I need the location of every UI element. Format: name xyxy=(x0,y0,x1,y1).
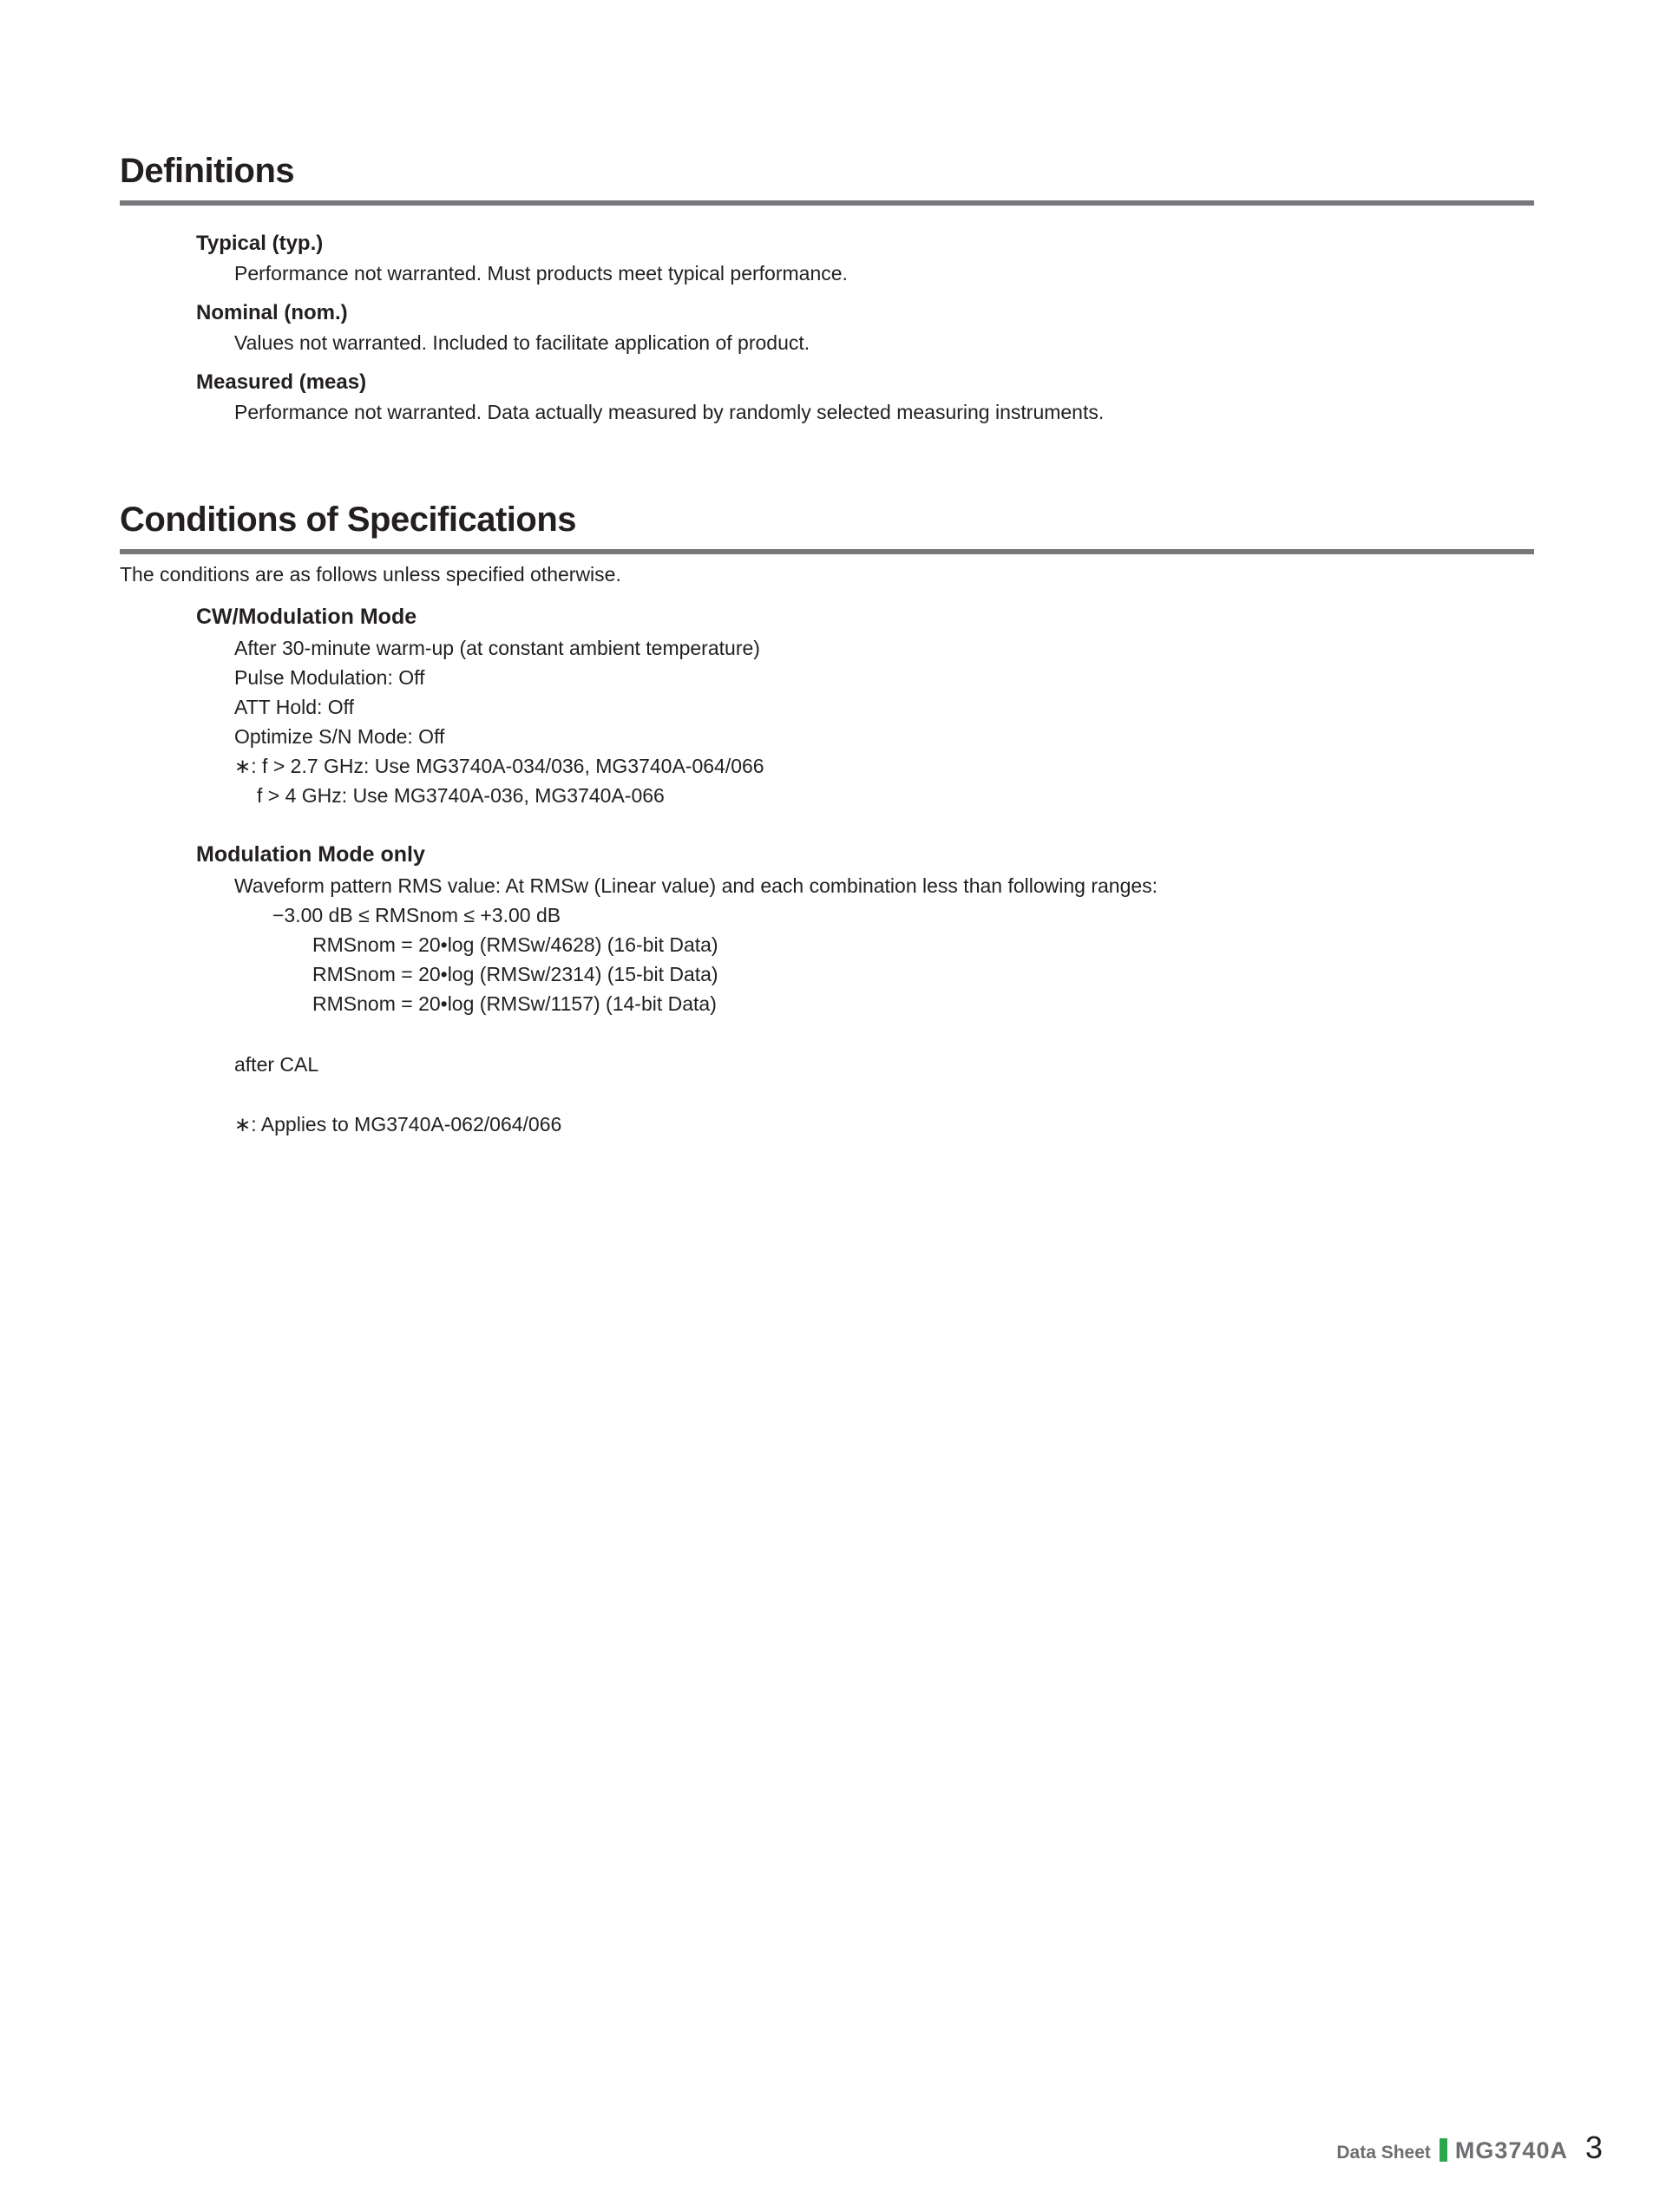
definitions-section xyxy=(120,153,1534,424)
conditions-title-rule xyxy=(120,549,1534,554)
after-cal-note: after CAL xyxy=(234,1053,319,1076)
cw-line-warmup: After 30-minute warm-up (at constant ambient temperature) xyxy=(234,637,760,659)
modulation-only-intro: Waveform pattern RMS value: At RMSw (Linear value) and each combination less than following ranges: xyxy=(234,874,1158,897)
definition-term-typical: Typical (typ.) xyxy=(196,232,324,255)
definition-text-typical: Performance not warranted. Must products meet typical performance. xyxy=(234,262,848,285)
conditions-title: Conditions of Specifications xyxy=(120,501,577,539)
asterisk-footnote: ∗: Applies to MG3740A-062/064/066 xyxy=(234,1113,562,1135)
footer-datasheet-label: Data Sheet xyxy=(1336,2143,1431,2163)
cw-line-optimize-sn: Optimize S/N Mode: Off xyxy=(234,725,445,748)
definition-term-measured: Measured (meas) xyxy=(196,370,367,394)
definitions-title-rule xyxy=(120,200,1534,206)
footer-accent-bar xyxy=(1440,2138,1447,2162)
cw-line-freq-4ghz: f > 4 GHz: Use MG3740A-036, MG3740A-066 xyxy=(257,784,665,807)
conditions-section xyxy=(120,501,1534,1139)
page-footer xyxy=(1336,2130,1603,2166)
rms-formula-14bit: RMSnom = 20•log (RMSw/1157) (14-bit Data) xyxy=(312,992,717,1015)
conditions-intro: The conditions are as follows unless specified otherwise. xyxy=(120,563,621,586)
cw-line-att-hold: ATT Hold: Off xyxy=(234,696,355,718)
definition-text-measured: Performance not warranted. Data actually measured by randomly selected measuring instruments. xyxy=(234,401,1105,423)
footer-model-number: MG3740A xyxy=(1454,2137,1568,2163)
definition-text-nominal: Values not warranted. Included to facilitate application of product. xyxy=(234,331,810,354)
rms-formula-16bit: RMSnom = 20•log (RMSw/4628) (16-bit Data) xyxy=(312,933,718,956)
definitions-title: Definitions xyxy=(120,152,295,190)
cw-modulation-heading: CW/Modulation Mode xyxy=(196,605,417,629)
cw-line-pulse-modulation: Pulse Modulation: Off xyxy=(234,666,425,689)
modulation-only-heading: Modulation Mode only xyxy=(196,842,425,867)
rms-formula-15bit: RMSnom = 20•log (RMSw/2314) (15-bit Data) xyxy=(312,963,718,985)
definition-term-nominal: Nominal (nom.) xyxy=(196,301,348,324)
rms-range-line: −3.00 dB ≤ RMSnom ≤ +3.00 dB xyxy=(272,904,561,926)
cw-line-freq-2p7ghz: ∗: f > 2.7 GHz: Use MG3740A-034/036, MG3740A-064/066 xyxy=(234,755,764,777)
footer-page-number: 3 xyxy=(1584,2130,1603,2165)
